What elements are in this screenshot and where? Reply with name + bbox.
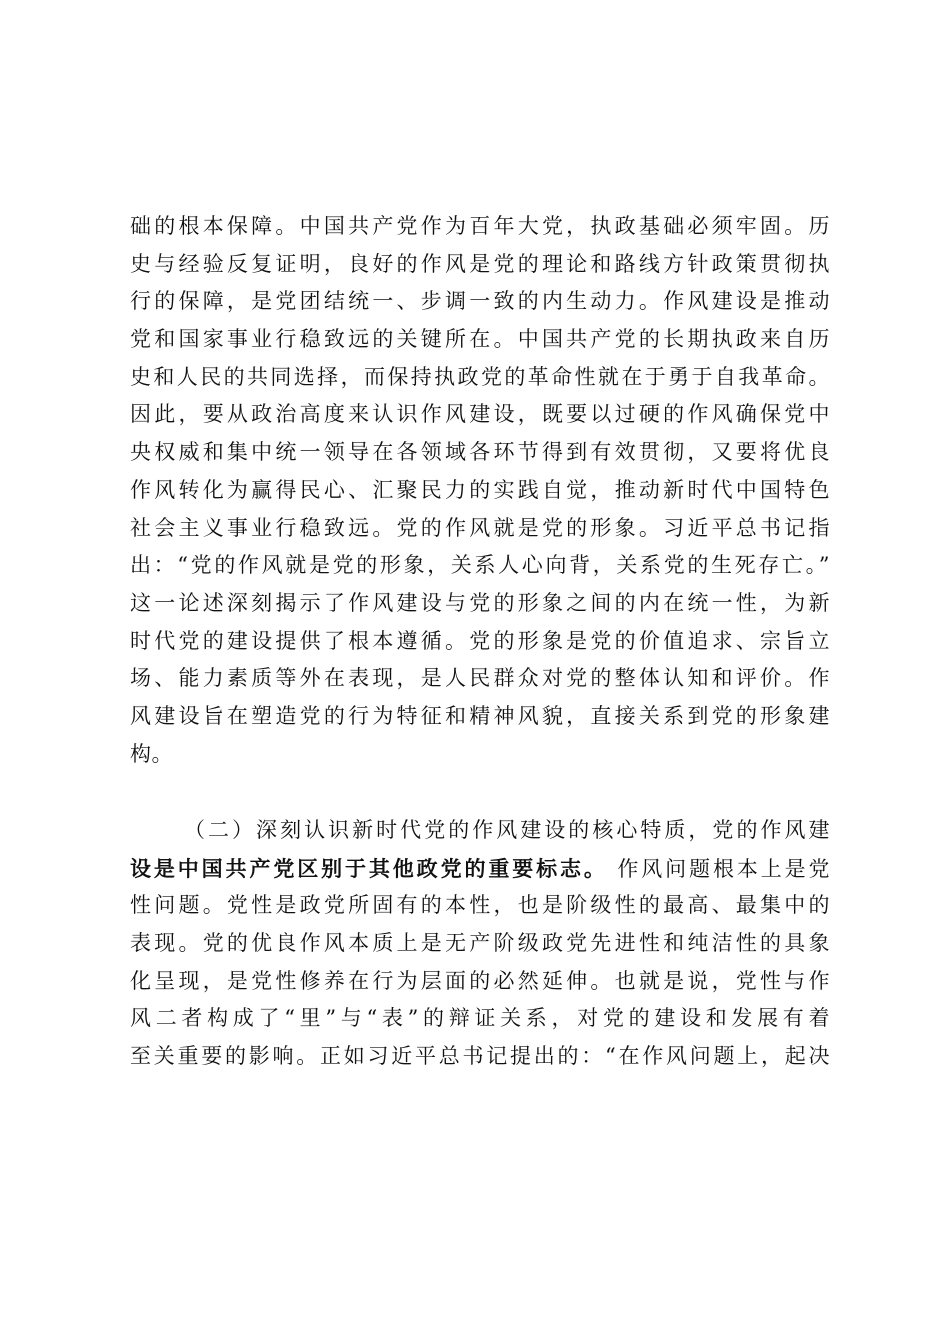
paragraph-1-line: 史和人民的共同选择，而保持执政党的革命性就在于勇于自我革命。 (130, 364, 830, 389)
section-heading-line: （二）深刻认识新时代党的作风建设的核心特质，党的作风建 (184, 818, 830, 842)
paragraph-2-line: 化呈现，是党性修养在行为层面的必然延伸。也就是说，党性与作 (130, 968, 830, 993)
paragraph-2-line: 性问题。党性是政党所固有的本性，也是阶级性的最高、最集中的 (130, 893, 830, 918)
paragraph-1-line: 党和国家事业行稳致远的关键所在。中国共产党的长期执政来自历 (130, 327, 830, 352)
paragraph-1-line: 时代党的建设提供了根本遵循。党的形象是党的价值追求、宗旨立 (130, 628, 830, 653)
paragraph-1-line: 构。 (130, 741, 173, 766)
paragraph-2-line: 表现。党的优良作风本质上是无产阶级政党先进性和纯洁性的具象 (130, 931, 830, 956)
paragraph-1 (130, 208, 830, 773)
paragraph-1-line: 风建设旨在塑造党的行为特征和精神风貌，直接关系到党的形象建 (130, 703, 830, 728)
paragraph-1-line: 场、能力素质等外在表现，是人民群众对党的整体认知和评价。作 (130, 666, 830, 691)
paragraph-2 (130, 812, 830, 1076)
paragraph-1-line: 这一论述深刻揭示了作风建设与党的形象之间的内在统一性，为新 (130, 590, 830, 615)
paragraph-2-line: 至关重要的影响。正如习近平总书记提出的：“在作风问题上，起决 (130, 1044, 830, 1069)
paragraph-1-line: 行的保障，是党团结统一、步调一致的内生动力。作风建设是推动 (130, 289, 830, 314)
paragraph-1-line: 作风转化为赢得民心、汇聚民力的实践自觉，推动新时代中国特色 (130, 477, 830, 502)
paragraph-2-line (130, 850, 830, 888)
paragraph-1-line: 史与经验反复证明，良好的作风是党的理论和路线方针政策贯彻执 (130, 251, 830, 276)
paragraph-1-line: 社会主义事业行稳致远。党的作风就是党的形象。习近平总书记指 (130, 515, 830, 540)
paragraph-2-line-rest: 作风问题根本上是党 (607, 856, 830, 881)
paragraph-1-line: 础的根本保障。中国共产党作为百年大党，执政基础必须牢固。历 (130, 214, 830, 238)
bold-statement: 设是中国共产党区别于其他政党的重要标志。 (130, 855, 608, 881)
paragraph-2-line: 风二者构成了“里”与“表”的辩证关系，对党的建设和发展有着 (130, 1006, 830, 1031)
paragraph-1-line: 央权威和集中统一领导在各领域各环节得到有效贯彻，又要将优良 (130, 440, 830, 465)
paragraph-1-line: 出：“党的作风就是党的形象，关系人心向背，关系党的生死存亡。” (130, 553, 830, 578)
paragraph-1-line: 因此，要从政治高度来认识作风建设，既要以过硬的作风确保党中 (130, 402, 830, 427)
